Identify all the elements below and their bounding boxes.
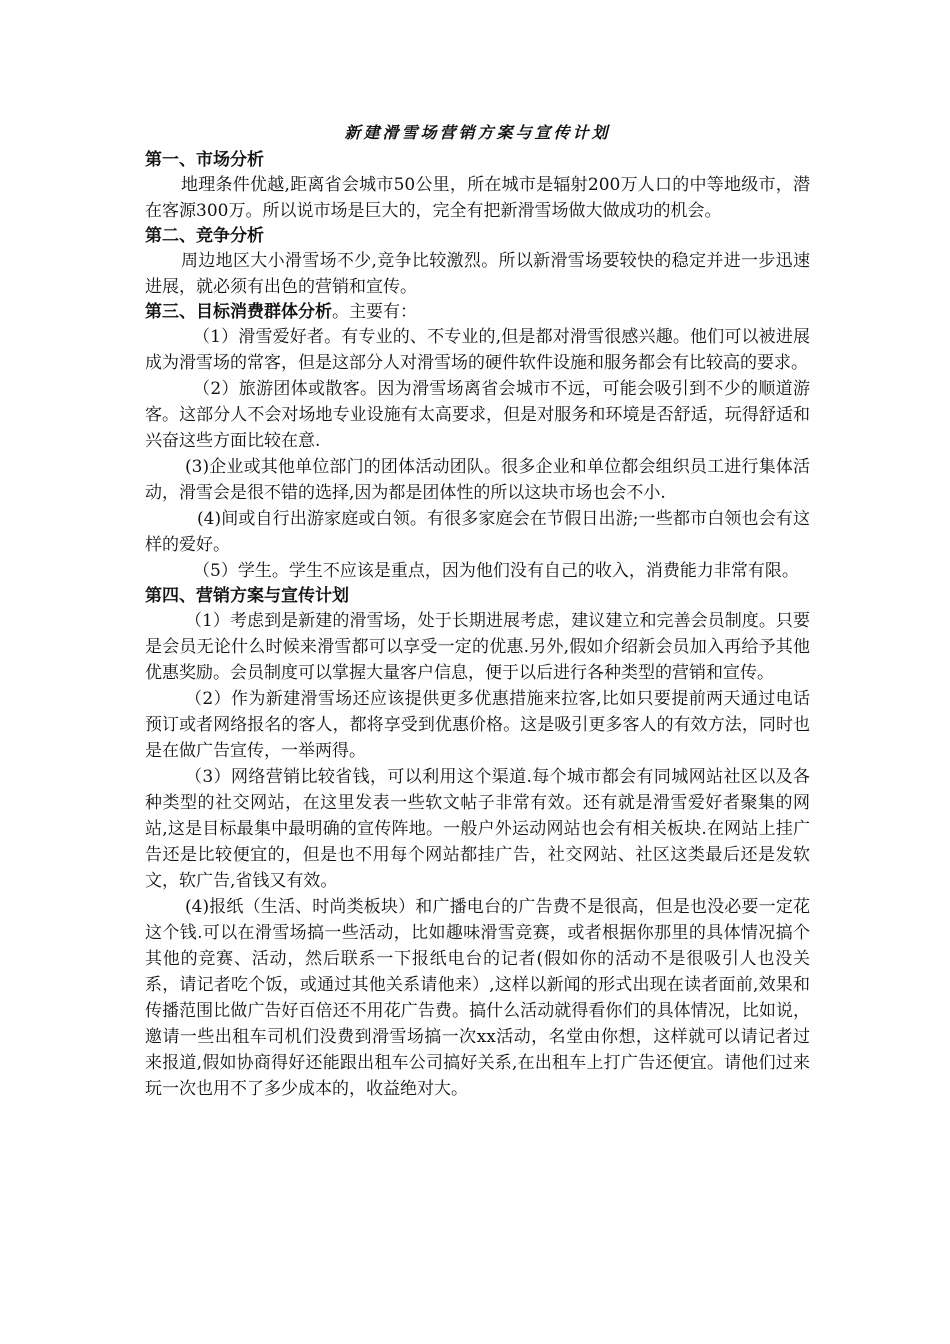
section-heading-target-consumers-text: 第三、目标消费群体分析 <box>145 302 332 322</box>
paragraph-plan-membership: （1）考虑到是新建的滑雪场，处于长期进展考虑，建议建立和完善会员制度。只要是会员无论什么时候来滑雪都可以享受一定的优惠.另外,假如介绍新会员加入再给予其他优惠奖励。会员制度可以掌握大量客户信息，便于以后进行各种类型的营销和宣传。 <box>145 611 810 683</box>
paragraph-target-tour-groups: （2）旅游团体或散客。因为滑雪场离省会城市不远，可能会吸引到不少的顺道游客。这部分人不会对场地专业设施有太高要求，但是对服务和环境是否舒适，玩得舒适和兴奋这些方面比较在意. <box>145 379 810 451</box>
document-body <box>145 120 810 1102</box>
paragraph-target-ski-enthusiasts: （1）滑雪爱好者。有专业的、不专业的,但是都对滑雪很感兴趣。他们可以被进展成为滑雪场的常客，但是这部分人对滑雪场的硬件软件设施和服务都会有比较高的要求。 <box>145 327 810 373</box>
paragraph-target-families-white-collar: (4)间或自行出游家庭或白领。有很多家庭会在节假日出游;一些都市白领也会有这样的爱好。 <box>145 509 810 555</box>
paragraph-target-corporate-teams: (3)企业或其他单位部门的团体活动团队。很多企业和单位都会组织员工进行集体活动，滑雪会是很不错的选择,因为都是团体性的所以这块市场也会不小. <box>145 457 810 503</box>
section-heading-competition-analysis: 第二、竞争分析 <box>145 226 264 246</box>
paragraph-plan-discounts: （2）作为新建滑雪场还应该提供更多优惠措施来拉客,比如只要提前两天通过电话预订或者网络报名的客人，都将享受到优惠价格。这是吸引更多客人的有效方法，同时也是在做广告宣传，一举两得。 <box>145 689 810 761</box>
section-heading-target-consumers-tail: 。主要有： <box>332 302 417 322</box>
section-heading-market-analysis: 第一、市场分析 <box>145 150 264 170</box>
paragraph-target-students: （5）学生。学生不应该是重点，因为他们没有自己的收入，消费能力非常有限。 <box>193 561 799 581</box>
document-title: 新建滑雪场营销方案与宣传计划 <box>344 123 611 142</box>
paragraph-plan-press-radio: (4)报纸（生活、时尚类板块）和广播电台的广告费不是很高，但是也没必要一定花这个钱.可以在滑雪场搞一些活动，比如趣味滑雪竞赛，或者根据你那里的具体情况搞个其他的竞赛、活动，然后联系一下报纸电台的记者(假如你的活动不是很吸引人也没关系，请记者吃个饭，或通过其他关系请他来）,这样以新闻的形式出现在读者面前,效果和传播范围比做广告好百倍还不用花广告费。搞什么活动就得看你们的具体情况，比如说，邀请一些出租车司机们没费到滑雪场搞一次xx活动，名堂由你想，这样就可以请记者过来报道,假如协商得好还能跟出租车公司搞好关系,在出租车上打广告还便宜。请他们过来玩一次也用不了多少成本的，收益绝对大。 <box>145 897 810 1099</box>
section-heading-target-consumers <box>145 300 810 324</box>
paragraph-plan-online-marketing: （3）网络营销比较省钱，可以利用这个渠道.每个城市都会有同城网站社区以及各种类型的社交网站，在这里发表一些软文帖子非常有效。还有就是滑雪爱好者聚集的网站,这是目标最集中最明确的宣传阵地。一般户外运动网站也会有相关板块.在网站上挂广告还是比较便宜的，但是也不用每个网站都挂广告，社交网站、社区这类最后还是发软文，软广告,省钱又有效。 <box>145 767 810 891</box>
paragraph-market-analysis: 地理条件优越,距离省会城市50公里，所在城市是辐射200万人口的中等地级市，潜在客源300万。所以说市场是巨大的，完全有把新滑雪场做大做成功的机会。 <box>145 175 810 221</box>
paragraph-competition-analysis: 周边地区大小滑雪场不少,竞争比较激烈。所以新滑雪场要较快的稳定并进一步迅速进展，就必须有出色的营销和宣传。 <box>145 251 810 297</box>
section-heading-marketing-plan: 第四、营销方案与宣传计划 <box>145 586 349 606</box>
